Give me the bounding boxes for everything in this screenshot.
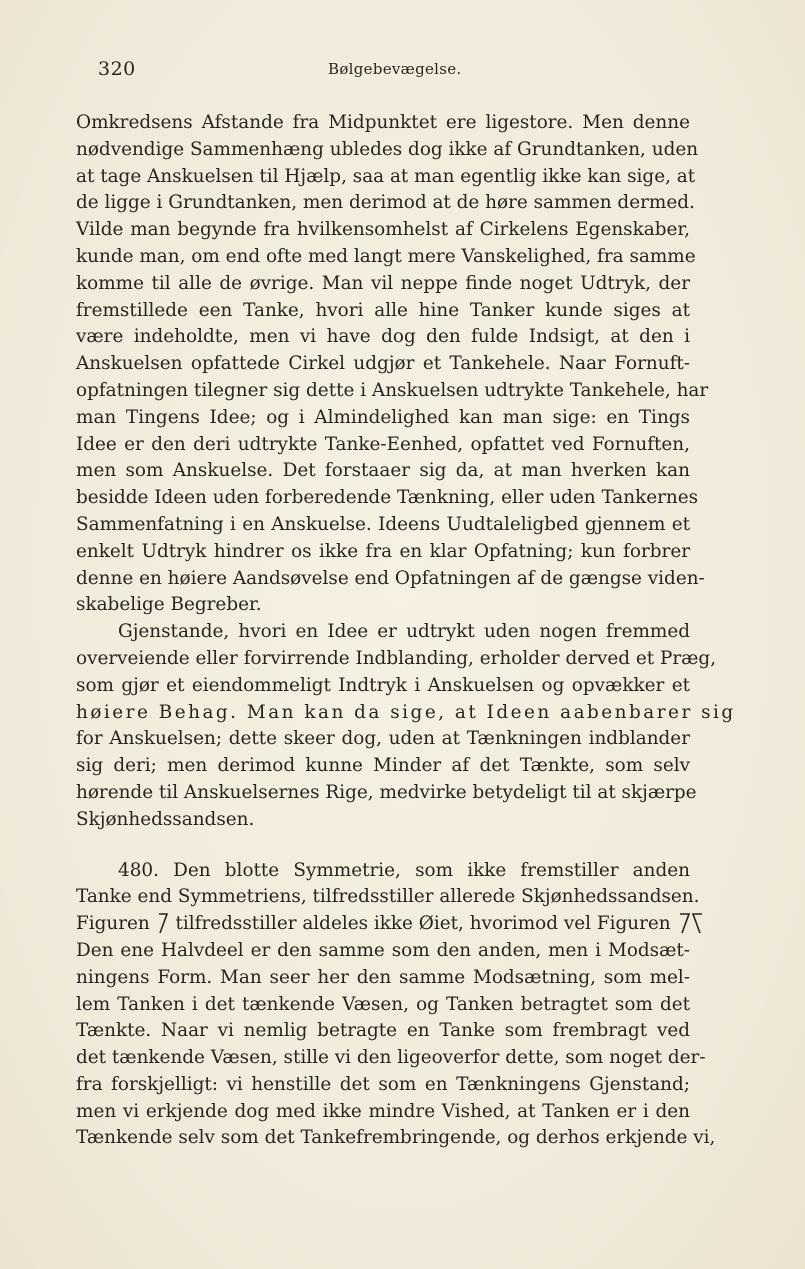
symmetric-figure-icon (676, 911, 706, 937)
text-line: overveiende eller forvirrende Indblanding, erholder derved et Præg, (76, 647, 717, 669)
paragraph-1 (76, 110, 709, 619)
body-text (76, 110, 736, 1152)
text-line: Vilde man begynde fra hvilkensomhelst af Cirkelens Egenskaber, (76, 219, 690, 241)
section-number: 480. (118, 859, 159, 881)
text-span: Den blotte Symmetrie, som ikke fremstiller anden (173, 859, 690, 881)
text-line: for Anskuelsen; dette skeer dog, uden at Tænkningen indblander (76, 728, 690, 750)
text-line: være indeholdte, men vi have dog den fulde Indsigt, at den i (76, 326, 690, 348)
text-line: Tænkte. Naar vi nemlig betragte en Tanke som frembragt ved (76, 1020, 690, 1042)
page-header (98, 58, 690, 82)
text-line: besidde Ideen uden forberedende Tænkning, eller uden Tankernes (76, 487, 699, 509)
text-line: Gjenstande, hvori en Idee er udtrykt uden nogen fremmed (118, 621, 690, 643)
text-line: denne en høiere Aandsøvelse end Opfatningen af de gængse viden- (76, 567, 705, 589)
text-line: men vi erkjende dog med ikke mindre Vished, at Tanken er i den (76, 1100, 690, 1122)
page-number: 320 (98, 58, 136, 80)
text-line: skabelige Begreber. (76, 594, 262, 616)
text-line: Tanke end Symmetriens, tilfredsstiller allerede Skjønhedssandsen. (76, 886, 700, 908)
text-line: Tænkende selv som det Tankefrembringende, og derhos erkjende vi, (76, 1127, 716, 1149)
text-line: nødvendige Sammenhæng ubledes dog ikke af Grundtanken, uden (76, 138, 699, 160)
text-line: lem Tanken i det tænkende Væsen, og Tanken betragtet som det (76, 993, 690, 1015)
text-line: komme til alle de øvrige. Man vil neppe finde noget Udtryk, der (76, 272, 690, 294)
text-line: Skjønhedssandsen. (76, 808, 255, 830)
asymmetric-figure-icon (156, 911, 170, 937)
text-line: fra forskjelligt: vi henstille det som en Tænkningens Gjenstand; (76, 1073, 690, 1095)
text-line: at tage Anskuelsen til Hjælp, saa at man egentlig ikke kan sige, at (76, 165, 696, 187)
paragraph-480 (76, 858, 716, 1153)
text-line (76, 858, 690, 885)
text-span: Figuren (76, 913, 150, 935)
text-line: kunde man, om end ofte med langt mere Vanskelighed, fra samme (76, 245, 696, 267)
paragraph-2 (76, 619, 736, 833)
running-title: Bølgebevægelse. (328, 60, 462, 78)
text-line: Anskuelsen opfattede Cirkel udgjør et Tankehele. Naar Fornuft- (76, 353, 690, 375)
text-line: fremstillede een Tanke, hvori alle hine Tanker kunde siges at (76, 299, 690, 321)
text-line: Idee er den deri udtrykte Tanke-Eenhed, opfattet ved Fornuften, (76, 433, 690, 455)
text-line: opfatningen tilegner sig dette i Anskuelsen udtrykte Tankehele, har (76, 379, 709, 401)
text-line: ningens Form. Man seer her den samme Modsætning, som mel- (76, 966, 690, 988)
text-line: Sammenfatning i en Anskuelse. Ideens Uudtaleligbed gjennem et (76, 513, 690, 535)
paragraph-gap (76, 834, 690, 858)
text-span: tilfredsstiller aldeles ikke Øiet, hvorimod vel Figuren (175, 913, 671, 935)
text-line (76, 911, 690, 938)
text-line: hørende til Anskuelsernes Rige, medvirke betydeligt til at skjærpe (76, 781, 697, 803)
text-line: men som Anskuelse. Det forstaaer sig da, at man hverken kan (76, 460, 690, 482)
text-line: Den ene Halvdeel er den samme som den anden, men i Modsæt- (76, 939, 690, 961)
text-line: enkelt Udtryk hindrer os ikke fra en klar Opfatning; kun forbrer (76, 540, 690, 562)
text-line: det tænkende Væsen, stille vi den ligeoverfor dette, som noget der- (76, 1047, 706, 1069)
text-line: sig deri; men derimod kunne Minder af det Tænkte, som selv (76, 755, 690, 777)
text-line: de ligge i Grundtanken, men derimod at de høre sammen dermed. (76, 192, 695, 214)
text-line: man Tingens Idee; og i Almindelighed kan man sige: en Tings (76, 406, 690, 428)
text-line: Omkredsens Afstande fra Midpunktet ere ligestore. Men denne (76, 112, 690, 133)
text-line: høiere Behag. Man kan da sige, at Ideen aabenbarer sig (76, 701, 736, 723)
text-line: som gjør et eiendommeligt Indtryk i Anskuelsen og opvækker et (76, 674, 690, 696)
